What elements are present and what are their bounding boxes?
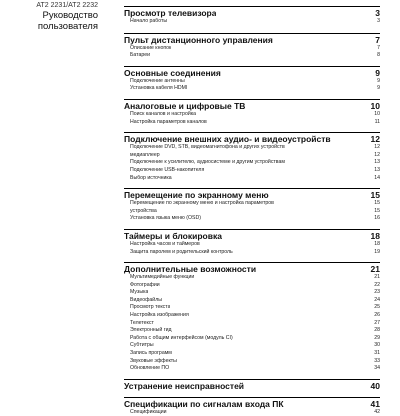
toc-item[interactable] bbox=[124, 320, 380, 328]
toc-section-heading[interactable] bbox=[124, 262, 380, 274]
toc-item-page: 21 bbox=[374, 274, 380, 281]
toc-item[interactable] bbox=[124, 208, 380, 216]
toc-section-page: 40 bbox=[370, 380, 380, 391]
toc-section-title: Аналоговые и цифровые ТВ bbox=[124, 100, 246, 111]
toc-section bbox=[124, 262, 380, 373]
toc-item[interactable] bbox=[124, 282, 380, 290]
toc-item-label: Спецификации bbox=[130, 408, 167, 415]
toc-section bbox=[124, 229, 380, 256]
toc-section-title: Спецификации по сигналам входа ПК bbox=[124, 398, 284, 409]
toc-item[interactable] bbox=[124, 312, 380, 320]
toc-item-page: 27 bbox=[374, 319, 380, 326]
toc-item-label: Субтитры bbox=[130, 342, 154, 349]
toc-item-label: Описание кнопок bbox=[130, 44, 172, 51]
sidebar bbox=[0, 0, 104, 32]
toc-item-label: Настройка параметров каналов bbox=[130, 118, 207, 125]
toc-item[interactable] bbox=[124, 365, 380, 373]
toc-item-page: 15 bbox=[374, 207, 380, 214]
toc-section-heading[interactable] bbox=[124, 132, 380, 144]
toc-item[interactable] bbox=[124, 342, 380, 350]
toc-item[interactable] bbox=[124, 350, 380, 358]
toc-section bbox=[124, 379, 380, 391]
toc-item-page: 14 bbox=[374, 174, 380, 181]
toc-section-page: 3 bbox=[375, 8, 380, 18]
toc-item-page: 42 bbox=[374, 408, 380, 415]
toc-section-title: Таймеры и блокировка bbox=[124, 230, 222, 241]
toc-item-page: 9 bbox=[377, 77, 380, 84]
toc-item[interactable] bbox=[124, 119, 380, 127]
toc-item[interactable] bbox=[124, 111, 380, 119]
model-number: AT2 2231/AT2 2232 bbox=[36, 2, 98, 9]
toc-item-label: Просмотр текста bbox=[130, 304, 171, 311]
toc-item-label: Телетекст bbox=[130, 319, 154, 326]
toc-section-title: Просмотр телевизора bbox=[124, 8, 217, 18]
toc-item-label: Подключение антенны bbox=[130, 77, 185, 84]
toc-item-page: 30 bbox=[374, 342, 380, 349]
toc-section bbox=[124, 33, 380, 60]
toc-section-heading[interactable] bbox=[124, 6, 380, 18]
toc-item-page: 7 bbox=[377, 44, 380, 51]
toc-section-heading[interactable] bbox=[124, 99, 380, 111]
toc-item[interactable] bbox=[124, 152, 380, 160]
toc-section-page: 9 bbox=[375, 67, 380, 78]
guide-title-line-1: Руководство bbox=[42, 10, 98, 21]
toc-item[interactable] bbox=[124, 274, 380, 282]
toc-section-title: Устранение неисправностей bbox=[124, 380, 245, 391]
toc-section-page: 41 bbox=[370, 398, 380, 409]
toc-item-label: Защита паролем и родительский контроль bbox=[130, 248, 233, 255]
toc-item[interactable] bbox=[124, 52, 380, 60]
toc-section-heading[interactable] bbox=[124, 379, 380, 391]
toc-section-page: 10 bbox=[370, 100, 380, 111]
toc-item-label: Установка кабеля HDMI bbox=[130, 85, 188, 92]
toc-item-label: Выбор источника bbox=[130, 174, 172, 181]
toc-item-label: Установка языка меню (OSD) bbox=[130, 215, 201, 222]
toc-section-title: Дополнительные возможности bbox=[124, 264, 257, 275]
toc-section-heading[interactable] bbox=[124, 188, 380, 200]
toc-section-page: 21 bbox=[370, 264, 380, 275]
toc-item-label: Подключение к усилителю, аудиосистеме и другим устройствам bbox=[130, 159, 285, 166]
toc-item[interactable] bbox=[124, 159, 380, 167]
toc-item-label: Звуковые эффекты bbox=[130, 357, 177, 364]
toc-item-label: Поиск каналов и настройка bbox=[130, 110, 196, 117]
toc-item-page: 31 bbox=[374, 350, 380, 357]
toc-item-label: Запись программ bbox=[130, 350, 172, 357]
toc-item[interactable] bbox=[124, 335, 380, 343]
toc-section-title: Основные соединения bbox=[124, 67, 221, 78]
toc-item[interactable] bbox=[124, 409, 380, 416]
toc-section bbox=[124, 132, 380, 182]
toc-item-label: Настройка часов и таймеров bbox=[130, 240, 200, 247]
table-of-contents bbox=[124, 0, 380, 416]
toc-item-label: Подключение USB-накопителя bbox=[130, 166, 205, 173]
toc-item[interactable] bbox=[124, 78, 380, 86]
toc-item-page: 33 bbox=[374, 357, 380, 364]
toc-section-heading[interactable] bbox=[124, 229, 380, 241]
toc-item-page: 23 bbox=[374, 289, 380, 296]
toc-item-page: 29 bbox=[374, 334, 380, 341]
toc-item-page: 13 bbox=[374, 166, 380, 173]
toc-section-page: 18 bbox=[370, 230, 380, 241]
toc-section bbox=[124, 99, 380, 126]
toc-section-heading[interactable] bbox=[124, 397, 380, 409]
toc-item-page: 13 bbox=[374, 159, 380, 166]
toc-item-page: 25 bbox=[374, 304, 380, 311]
toc-item-label: Электронный гид bbox=[130, 327, 172, 334]
toc-item-label: Подключение DVD, STB, видеомагнитофона и других устройств bbox=[130, 144, 285, 151]
toc-item-label: Начало работы bbox=[130, 18, 168, 24]
toc-item[interactable] bbox=[124, 241, 380, 249]
toc-item-page: 8 bbox=[377, 52, 380, 59]
toc-item-label: Мультимедийные функции bbox=[130, 274, 195, 281]
toc-section bbox=[124, 66, 380, 93]
toc-item-label: Фотографии bbox=[130, 281, 160, 288]
toc-item-label: Работа с общим интерфейсом (модуль CI) bbox=[130, 334, 233, 341]
toc-item[interactable] bbox=[124, 327, 380, 335]
toc-item[interactable] bbox=[124, 215, 380, 223]
toc-section-title: Перемещение по экранному меню bbox=[124, 190, 269, 201]
toc-item-page: 28 bbox=[374, 327, 380, 334]
toc-item-page: 22 bbox=[374, 281, 380, 288]
toc-item[interactable] bbox=[124, 304, 380, 312]
toc-item-page: 12 bbox=[374, 151, 380, 158]
toc-item-page: 10 bbox=[374, 110, 380, 117]
toc-section-title: Пульт дистанционного управления bbox=[124, 34, 273, 45]
toc-item-page: 19 bbox=[374, 248, 380, 255]
toc-item[interactable] bbox=[124, 18, 380, 26]
toc-item-label: Настройка изображения bbox=[130, 312, 189, 319]
toc-item-label: Батареи bbox=[130, 52, 151, 59]
toc-item-page: 9 bbox=[377, 85, 380, 92]
toc-section-heading[interactable] bbox=[124, 33, 380, 45]
guide-title-line-2: пользователя bbox=[37, 21, 98, 32]
toc-item[interactable] bbox=[124, 175, 380, 183]
toc-item-label: устройства bbox=[130, 207, 157, 214]
toc-item[interactable] bbox=[124, 289, 380, 297]
toc-item-label: медиаплеер bbox=[130, 151, 160, 158]
toc-item[interactable] bbox=[124, 85, 380, 93]
toc-item-page: 24 bbox=[374, 296, 380, 303]
toc-item-page: 26 bbox=[374, 312, 380, 319]
toc-item-page: 11 bbox=[374, 118, 380, 125]
toc-item[interactable] bbox=[124, 167, 380, 175]
toc-item[interactable] bbox=[124, 144, 380, 152]
toc-item-label: Видеофайлы bbox=[130, 296, 162, 303]
toc-item-page: 16 bbox=[374, 215, 380, 222]
toc-section-heading[interactable] bbox=[124, 66, 380, 78]
toc-item-label: Музыка bbox=[130, 289, 149, 296]
toc-item[interactable] bbox=[124, 45, 380, 53]
toc-section-page: 15 bbox=[370, 190, 380, 201]
toc-section bbox=[124, 188, 380, 223]
toc-item-page: 18 bbox=[374, 240, 380, 247]
toc-item[interactable] bbox=[124, 249, 380, 257]
toc-section bbox=[124, 6, 380, 26]
toc-section-page: 12 bbox=[370, 134, 380, 145]
toc-item-page: 34 bbox=[374, 365, 380, 372]
toc-item[interactable] bbox=[124, 358, 380, 366]
toc-item-label: Перемещение по экранному меню и настройка параметров bbox=[130, 200, 274, 207]
toc-section-page: 7 bbox=[375, 34, 380, 45]
toc-item[interactable] bbox=[124, 297, 380, 305]
toc-section-title: Подключение внешних аудио- и видеоустройств bbox=[124, 134, 331, 145]
toc-item-page: 12 bbox=[374, 144, 380, 151]
toc-item[interactable] bbox=[124, 200, 380, 208]
toc-item-label: Обновление ПО bbox=[130, 365, 170, 372]
toc-item-page: 15 bbox=[374, 200, 380, 207]
toc-item-page: 3 bbox=[377, 18, 380, 24]
